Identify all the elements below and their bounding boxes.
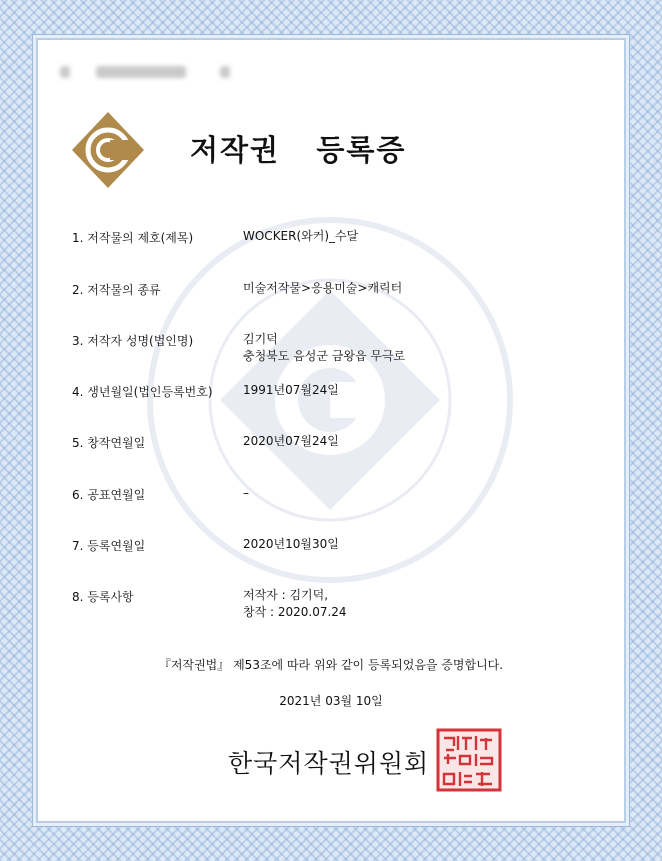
official-seal-icon <box>436 728 502 792</box>
item-value-publication-date: – <box>243 486 249 500</box>
redacted-registration-number <box>60 66 70 78</box>
certification-text: 『저작권법』 제53조에 따라 위와 같이 등록되었음을 증명합니다. <box>158 658 504 672</box>
item-value-registration-date: 2020년10월30일 <box>243 537 339 551</box>
item-label-birthdate: 4. 생년월일(법인등록번호) <box>72 385 213 399</box>
item-label-type: 2. 저작물의 종류 <box>72 283 161 297</box>
item-label-title: 1. 저작물의 제호(제목) <box>72 231 194 245</box>
issue-date: 2021년 03월 10일 <box>279 694 383 708</box>
item-value-type: 미술저작물>응용미술>캐릭터 <box>243 281 403 295</box>
item-value-registration-author: 저작자 : 김기덕, <box>243 588 329 602</box>
copyright-commission-logo-icon <box>70 110 146 190</box>
item-label-registration-date: 7. 등록연월일 <box>72 539 146 553</box>
item-value-creation-date: 2020년07월24일 <box>243 434 339 448</box>
item-label-publication-date: 6. 공표연월일 <box>72 488 146 502</box>
item-label-registration-details: 8. 등록사항 <box>72 590 134 604</box>
item-label-author: 3. 저작자 성명(법인명) <box>72 334 194 348</box>
redacted-registration-number <box>220 66 230 78</box>
item-value-author-address: 충청북도 음성군 금왕읍 무극로 <box>243 349 406 363</box>
item-value-birthdate: 1991년07월24일 <box>243 383 339 397</box>
item-label-creation-date: 5. 창작연월일 <box>72 436 146 450</box>
item-value-title: WOCKER(와커)_수달 <box>243 229 359 243</box>
issuer-name: 한국저작권위원회 <box>228 749 430 778</box>
page-title: 저작권 등록증 <box>190 133 407 167</box>
redacted-registration-number <box>96 66 186 78</box>
item-value-author: 김기덕 <box>243 332 278 346</box>
item-value-registration-creation: 창작 : 2020.07.24 <box>243 605 347 619</box>
